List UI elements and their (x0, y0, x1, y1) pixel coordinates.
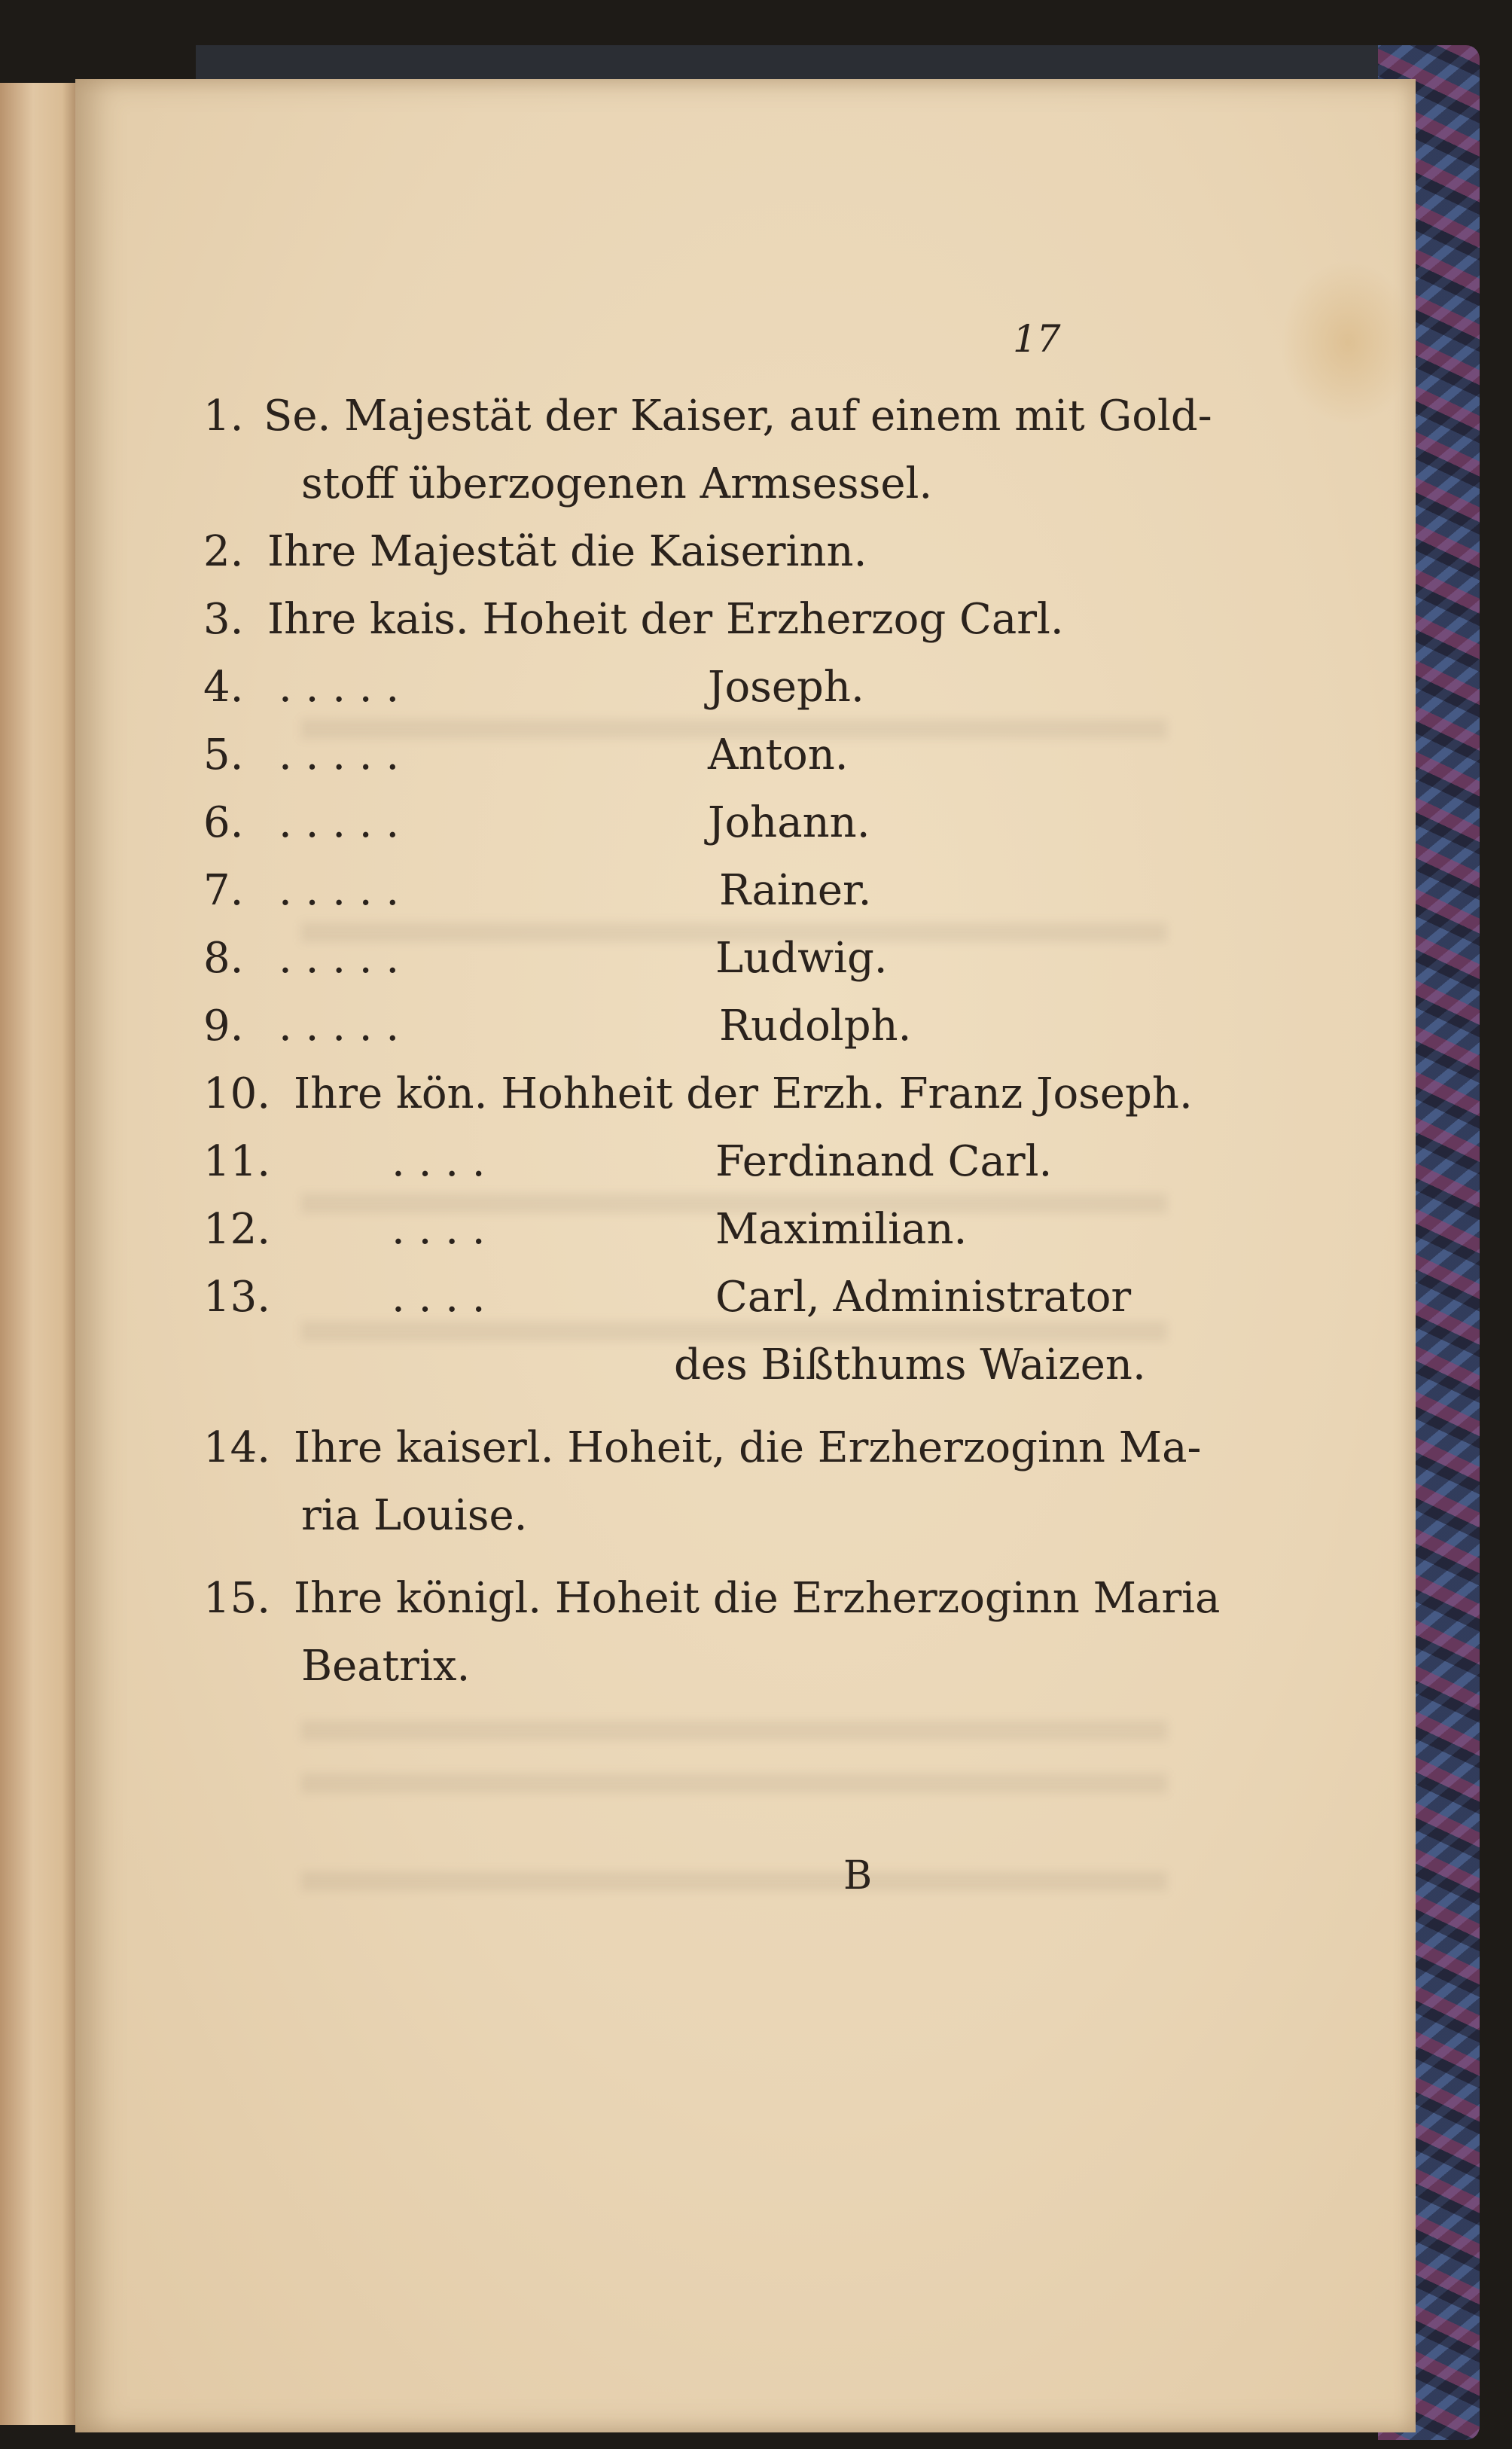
entry-name: Joseph. (708, 663, 864, 712)
show-through-line (301, 1871, 1167, 1891)
ditto-dots: . . . . (392, 1137, 486, 1186)
entry-text-line: Ihre kön. Hohheit der Erzh. Franz Joseph. (294, 1069, 1193, 1118)
entry-text-line: Ihre kais. Hoheit der Erzherzog Carl. (267, 595, 1064, 644)
entry-continuation: des Bißthums Waizen. (674, 1340, 1146, 1389)
ditto-dots: . . . . (392, 1205, 486, 1254)
paper-stain (1280, 260, 1416, 425)
entry-name: Johann. (708, 798, 870, 847)
entry-number: 10. (203, 1069, 271, 1118)
entry-text-line: ria Louise. (301, 1491, 528, 1540)
entry-name: Ludwig. (715, 934, 888, 983)
show-through-line (301, 1322, 1167, 1341)
ditto-dots: . . . . . (279, 1002, 400, 1051)
entry-name: Carl, Administrator (715, 1273, 1132, 1322)
ditto-dots: . . . . . (279, 730, 400, 779)
entry-number: 1. (203, 392, 244, 441)
entry-text-line: Ihre kaiserl. Hoheit, die Erzherzoginn Ma- (294, 1423, 1202, 1472)
entry-name: Rainer. (719, 866, 872, 915)
entry-number: 9. (203, 1002, 244, 1051)
entry-number: 14. (203, 1423, 271, 1472)
ditto-dots: . . . . (392, 1273, 486, 1322)
ditto-dots: . . . . . (279, 866, 400, 915)
entry-name: Maximilian. (715, 1205, 968, 1254)
entry-text-line: Ihre Majestät die Kaiserinn. (267, 527, 867, 576)
entry-number: 11. (203, 1137, 271, 1186)
entry-text-line: Ihre königl. Hoheit die Erzherzoginn Maria (294, 1574, 1221, 1623)
entry-number: 4. (203, 663, 244, 712)
entry-number: 13. (203, 1273, 271, 1322)
entry-number: 7. (203, 866, 244, 915)
entry-number: 3. (203, 595, 244, 644)
entry-number: 5. (203, 730, 244, 779)
entry-text-line: Beatrix. (301, 1642, 471, 1691)
entry-text-line: Se. Majestät der Kaiser, auf einem mit Gold- (264, 392, 1212, 441)
entry-number: 12. (203, 1205, 271, 1254)
entry-number: 8. (203, 934, 244, 983)
facing-page-edge (0, 83, 83, 2425)
entry-number: 2. (203, 527, 244, 576)
show-through-line (301, 1721, 1167, 1740)
show-through-line (301, 1773, 1167, 1793)
entry-number: 15. (203, 1574, 271, 1623)
signature-mark: B (843, 1853, 873, 1899)
entry-name: Ferdinand Carl. (715, 1137, 1053, 1186)
ditto-dots: . . . . . (279, 934, 400, 983)
entry-number: 6. (203, 798, 244, 847)
entry-text-line: stoff überzogenen Armsessel. (301, 459, 933, 508)
entry-name: Anton. (708, 730, 849, 779)
entry-name: Rudolph. (719, 1002, 912, 1051)
ditto-dots: . . . . . (279, 798, 400, 847)
page-number: 17 (1013, 317, 1061, 361)
ditto-dots: . . . . . (279, 663, 400, 712)
